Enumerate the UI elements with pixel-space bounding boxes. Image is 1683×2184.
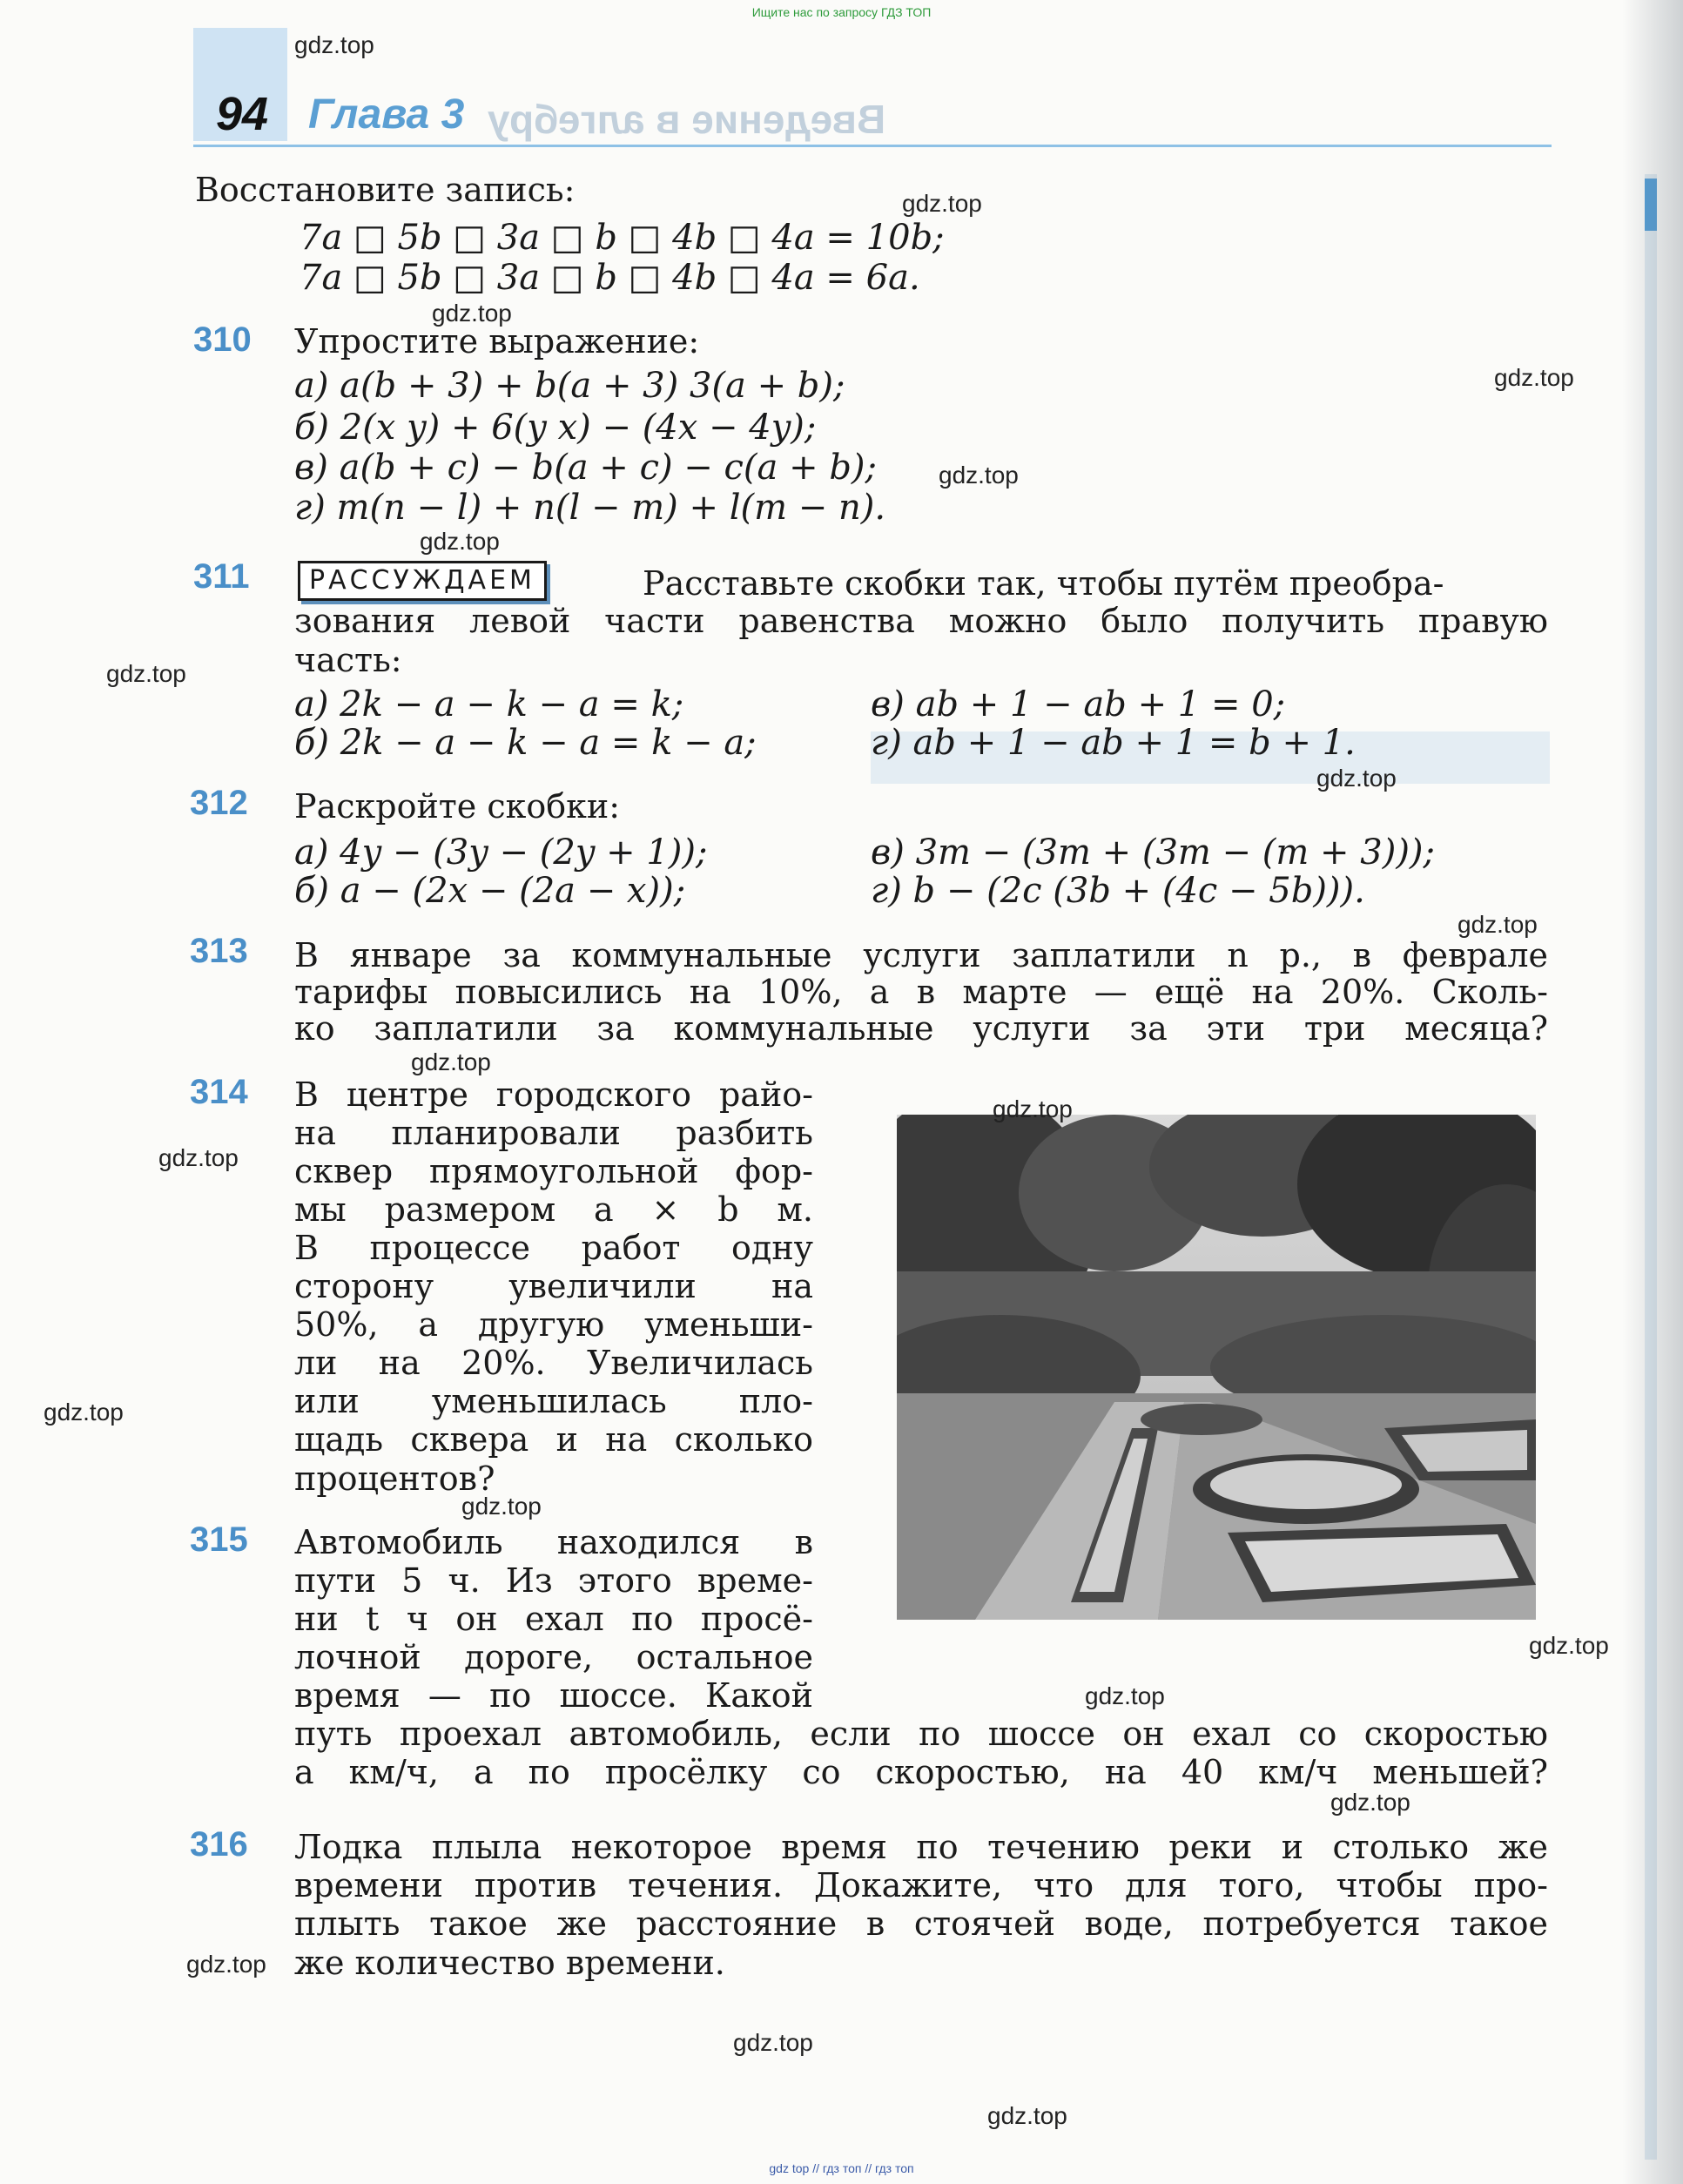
problem-315-line-4: лочной дороге, остальное: [294, 1638, 813, 1676]
problem-315-line-1: Автомобиль находился в: [294, 1523, 813, 1561]
watermark: gdz.top: [939, 462, 1019, 489]
problem-310-b: б) 2(x y) + 6(y x) − (4x − 4y);: [294, 408, 817, 448]
watermark: gdz.top: [1330, 1789, 1410, 1816]
page-number: 94: [216, 88, 269, 140]
problem-316-line-3: плыть такое же расстояние в стоячей воде, потребуется такое: [294, 1904, 1548, 1943]
problem-316-line-2: времени против течения. Докажите, что для того, чтобы про-: [294, 1866, 1548, 1904]
problem-312-a: а) 4y − (3y − (2y + 1));: [294, 832, 708, 873]
intro-line-2: 7a □ 5b □ 3a □ b □ 4b □ 4a = 6a.: [300, 258, 920, 298]
problem-310-c: в) a(b + c) − b(a + c) − c(a + b);: [294, 448, 878, 488]
problem-314-line-10: щадь сквера и на сколько: [294, 1420, 813, 1459]
bleed-through-title: Введение в алгебру: [488, 97, 886, 142]
problem-314-line-11: процентов?: [294, 1459, 495, 1498]
problem-314-line-2: на планировали разбить: [294, 1114, 813, 1152]
problem-number-311: 311: [193, 557, 250, 596]
watermark: gdz.top: [987, 2102, 1067, 2129]
reasoning-tag: РАССУЖДАЕМ: [298, 561, 547, 601]
header-rule: [193, 145, 1552, 147]
problem-311-line-2: зования левой части равенства можно было получить правую: [294, 602, 1548, 640]
problem-314-line-9: или уменьшилась пло-: [294, 1382, 813, 1420]
watermark: gdz.top: [1316, 765, 1397, 792]
page-gutter-shadow: [1622, 0, 1683, 2184]
problem-311-a: а) 2k − a − k − a = k;: [294, 684, 684, 725]
watermark: gdz.top: [106, 660, 186, 687]
watermark: gdz.top: [411, 1048, 491, 1075]
intro-line-1: 7a □ 5b □ 3a □ b □ 4b □ 4a = 10b;: [300, 218, 945, 258]
chapter-title: Глава 3: [308, 91, 465, 138]
problem-314-line-5: В процессе работ одну: [294, 1229, 813, 1267]
problem-number-314: 314: [190, 1073, 248, 1111]
problem-316-line-4: же количество времени.: [294, 1944, 725, 1982]
problem-311-line-3: часть:: [294, 641, 402, 679]
watermark: gdz.top: [1085, 1682, 1165, 1709]
problem-314-line-4: мы размером a × b м.: [294, 1190, 813, 1229]
problem-314-line-7: 50%, а другую уменьши-: [294, 1305, 813, 1344]
problem-311-b: б) 2k − a − k − a = k − a;: [294, 723, 757, 763]
watermark: gdz.top: [420, 528, 500, 555]
problem-314-line-8: ли на 20%. Увеличилась: [294, 1344, 813, 1382]
watermark: gdz.top: [294, 31, 374, 58]
problem-315-line-3: ни t ч он ехал по просё-: [294, 1600, 813, 1638]
park-photo: [897, 1115, 1536, 1620]
problem-312-c: в) 3m − (3m + (3m − (m + 3)));: [871, 832, 1436, 873]
intro-text: Восстановите запись:: [195, 171, 576, 209]
problem-310-d: г) m(n − l) + n(l − m) + l(m − n).: [294, 488, 886, 528]
problem-315-line-6: путь проехал автомобиль, если по шоссе он ехал со скоростью: [294, 1715, 1548, 1753]
problem-number-313: 313: [190, 932, 248, 970]
top-note: Ищите нас по запросу ГДЗ ТОП: [751, 5, 932, 19]
problem-number-312: 312: [190, 784, 248, 822]
problem-311-d: г) ab + 1 − ab + 1 = b + 1.: [871, 723, 1356, 763]
watermark: gdz.top: [158, 1144, 239, 1171]
problem-313-line-1: В январе за коммунальные услуги заплатили n р., в феврале: [294, 936, 1548, 974]
watermark: gdz.top: [733, 2029, 813, 2056]
watermark: gdz.top: [1529, 1632, 1609, 1659]
problem-313-line-3: ко заплатили за коммунальные услуги за эти три месяца?: [294, 1009, 1548, 1048]
problem-313-line-2: тарифы повысились на 10%, а в марте — ещё на 20%. Сколь-: [294, 973, 1548, 1011]
problem-314-line-6: сторону увеличили на: [294, 1267, 813, 1305]
problem-315-line-7: a км/ч, а по просёлку со скоростью, на 40 км/ч меньшей?: [294, 1753, 1548, 1791]
problem-310-prompt: Упростите выражение:: [294, 322, 700, 361]
watermark: gdz.top: [993, 1095, 1073, 1122]
watermark: gdz.top: [1457, 911, 1538, 938]
problem-314-line-3: сквер прямоугольной фор-: [294, 1152, 813, 1190]
problem-311-line-1: Расставьте скобки так, чтобы путём преобра-: [643, 564, 1444, 603]
watermark: gdz.top: [186, 1951, 266, 1978]
problem-312-d: г) b − (2c (3b + (4c − 5b))).: [871, 871, 1365, 911]
watermark: gdz.top: [432, 300, 512, 327]
watermark: gdz.top: [44, 1399, 124, 1426]
problem-number-315: 315: [190, 1520, 248, 1559]
problem-315-line-5: время — по шоссе. Какой: [294, 1676, 813, 1715]
problem-311-c: в) ab + 1 − ab + 1 = 0;: [871, 684, 1286, 725]
watermark: gdz.top: [902, 190, 982, 217]
watermark: gdz.top: [461, 1493, 542, 1520]
bottom-note: gdz top // гдз топ // гдз топ: [769, 2161, 914, 2175]
problem-312-prompt: Раскройте скобки:: [294, 787, 621, 826]
problem-315-line-2: пути 5 ч. Из этого време-: [294, 1561, 813, 1600]
problem-number-316: 316: [190, 1825, 248, 1864]
problem-312-b: б) a − (2x − (2a − x));: [294, 871, 686, 911]
watermark: gdz.top: [1494, 364, 1574, 391]
problem-316-line-1: Лодка плыла некоторое время по течению реки и столько же: [294, 1828, 1548, 1866]
problem-310-a: а) a(b + 3) + b(a + 3) 3(a + b);: [294, 366, 845, 406]
park-photo-illustration: [897, 1115, 1536, 1620]
problem-314-line-1: В центре городского райо-: [294, 1075, 813, 1114]
problem-number-310: 310: [193, 320, 252, 359]
